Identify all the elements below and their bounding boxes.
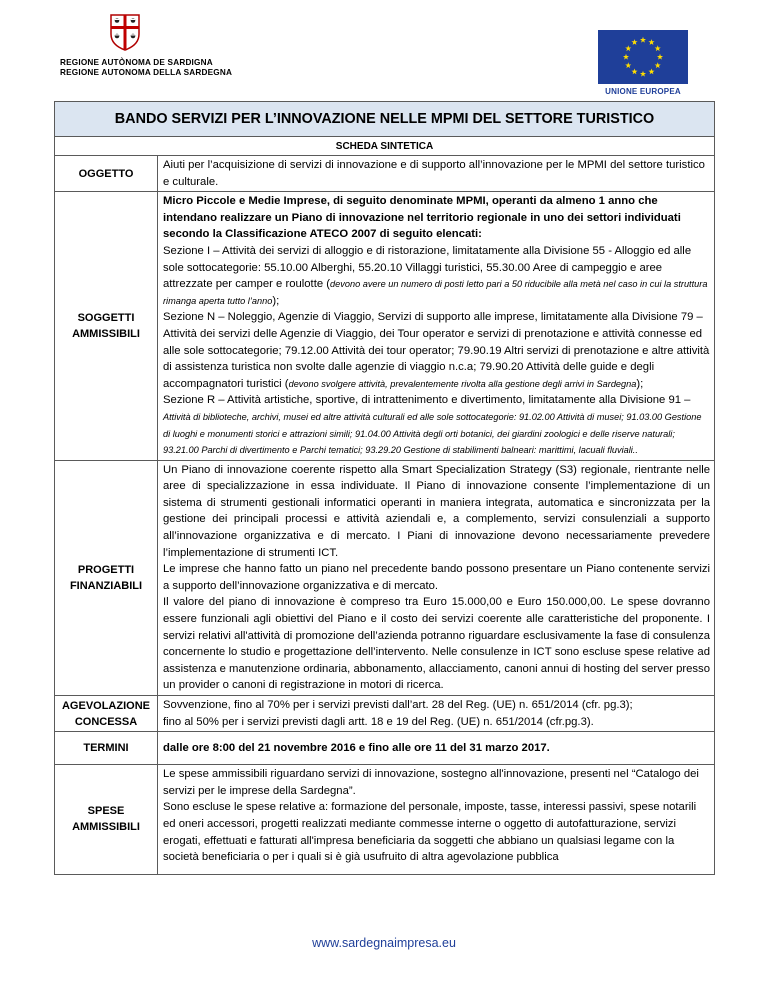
footer-url[interactable]: www.sardegnaimpresa.eu (312, 936, 456, 950)
soggetti-sezione-i (163, 243, 710, 309)
sezione-i-note: devono avere un numero di posti letto pari a 50 riducibile alla metà nel caso in cui la struttura rimanga aperta tutto l’anno (163, 279, 708, 306)
label-spese-line1: SPESE (87, 805, 125, 818)
label-agevolazione-line2: CONCESSA (74, 715, 138, 728)
soggetti-sezione-r (163, 392, 710, 458)
soggetti-intro: Micro Piccole e Medie Imprese, di seguito denominate MPMI, operanti da almeno 1 anno che intendano realizzare un Piano di innovazione nel territorio regionale in uno dei settori individuati secondo la Classificazione ATECO 2007 di seguito elencati: (163, 195, 681, 241)
logo-left-line2: REGIONE AUTONOMA DELLA SARDEGNA (60, 68, 233, 77)
label-agevolazione (55, 696, 158, 732)
content-progetti (158, 460, 715, 695)
label-agevolazione-line1: AGEVOLAZIONE (61, 699, 150, 712)
soggetti-sezione-n (163, 309, 710, 392)
progetti-paragraph-2: Le imprese che hanno fatto un piano nel precedente bando possono presentare un Piano contenente servizi a supporto dell’innovazione organizzativa e di mercato. (163, 563, 710, 592)
sezione-r-text: Sezione R – Attività artistiche, sportive, di intrattenimento e divertimento, limitatamente alla Divisione 91 – (163, 394, 691, 407)
row-agevolazione (55, 696, 715, 732)
sezione-n-note: devono svolgere attività, prevalentemente rivolta alla gestione degli arrivi in Sardegna (288, 378, 637, 389)
label-soggetti-line1: SOGGETTI (77, 311, 135, 324)
label-oggetto: OGGETTO (55, 156, 158, 192)
row-oggetto (55, 156, 715, 192)
document-subtitle: SCHEDA SINTETICA (55, 137, 715, 156)
sezione-r-note: Attività di biblioteche, archivi, musei ed altre attività culturali ed alle sole sottocategorie: 91.02.00 Attività di musei; 91.03.00 Gestione di luoghi e monumenti storici e attrazioni simili; 91.04.00 Attività degli orti botanici, dei giardini zoologici e delle riserve naturali; 93.21.00 Parchi di divertimento e Parchi tematici; 93.29.20 Gestione di stabilimenti balneari: marittimi, lacuali fluviali.. (163, 411, 702, 456)
sezione-n-text: Sezione N – Noleggio, Agenzie di Viaggio, Servizi di supporto alle imprese, limitatamente alla Divisione 79 – Attività dei servizi delle Agenzie di Viaggio, dei Tour operator e servizi di prenotazione e attività connesse ed alle sole sottocategorie; 79.12.00 Attività dei tour operator; 79.90.19 Altri servizi di prenotazione e altre attività di assistenza turistica non svolte dalle agenzie di viaggio n.c.a; 79.90.20 Attività delle guide e degli accompagnatori turistici ( (163, 311, 710, 390)
label-progetti-line1: PROGETTI (77, 563, 135, 576)
sezione-i-text: Sezione I – Attività dei servizi di alloggio e di ristorazione, limitatamente alla Divisione 55 - Alloggio ed alle sole sottocategorie: 55.10.00 Alberghi, 55.20.10 Villaggi turistici, 55.30.00 Aree di campeggio e aree attrezzate per camper e roulotte ( (163, 244, 692, 291)
unione-europea-logo (598, 30, 688, 96)
label-spese (55, 765, 158, 875)
label-progetti (55, 460, 158, 695)
logo-left-line1: REGIONE AUTÒNOMA DE SARDIGNA (60, 58, 213, 67)
eu-flag-icon (598, 30, 688, 84)
agevolazione-line-1: Sovvenzione, fino al 70% per i servizi previsti dall’art. 28 del Reg. (UE) n. 651/2014 (cfr. pg.3); (163, 699, 633, 711)
label-termini: TERMINI (55, 732, 158, 765)
content-oggetto: Aiuti per l’acquisizione di servizi di innovazione e di supporto all’innovazione per le MPMI del settore turistico e culturale. (158, 156, 715, 192)
label-soggetti-line2: AMMISSIBILI (72, 327, 140, 340)
logo-right-label: UNIONE EUROPEA (605, 87, 681, 96)
document-title: BANDO SERVIZI PER L’INNOVAZIONE NELLE MPMI DEL SETTORE TURISTICO (55, 102, 715, 137)
progetti-paragraph-3: Il valore del piano di innovazione è compreso tra Euro 15.000,00 e Euro 150.000,00. Le spese dovranno essere funzionali agli obiettivi del Piano e il costo dei servizi coerente alle caratteristiche del proponente. I servizi relativi all'attività di promozione dell’azienda potranno riguardare esclusivamente la fase di consulenza concernente lo studio e progettazione dell’intervento. Nelle consulenze in ICT sono escluse spese relative ad assistenza e manutenzione ordinaria, abbonamento, allacciamento, canoni annui di hosting del server presso un provider o canoni di registrazione in motori di ricerca. (163, 596, 710, 692)
regione-sardegna-logo (60, 12, 233, 78)
progetti-paragraph-1: Un Piano di innovazione coerente rispetto alla Smart Specialization Strategy (S3) regionale, rientrante nelle aree di specializzazione in essa individuate. Il Piano di innovazione consente l’implementazione di un sistema di strumenti gestionali informatici operanti in maniera integrata, automatica e sincronizzata per la gestione dei principali processi e attività aziendali e, a complemento, servizi consulenziali a supporto all’innovazione organizzativa e di mercato. I Piani di innovazione devono necessariamente prevedere l’implementazione di strumenti ICT. (163, 463, 710, 559)
label-progetti-line2: FINANZIABILI (69, 579, 143, 592)
sezione-n-end: ); (636, 377, 644, 390)
row-soggetti (55, 192, 715, 461)
sezione-i-end: ); (272, 294, 280, 307)
content-termini: dalle ore 8:00 del 21 novembre 2016 e fino alle ore 11 del 31 marzo 2017. (158, 732, 715, 765)
page-header (0, 0, 768, 100)
row-progetti (55, 460, 715, 695)
content-agevolazione (158, 696, 715, 732)
label-soggetti (55, 192, 158, 461)
content-soggetti (158, 192, 715, 461)
row-termini (55, 732, 715, 765)
content-spese (158, 765, 715, 875)
agevolazione-line-2: fino al 50% per i servizi previsti dagli artt. 18 e 19 del Reg. (UE) n. 651/2014 (cfr.pg.3). (163, 715, 594, 728)
spese-paragraph-1: Le spese ammissibili riguardano servizi di innovazione, sostegno all'innovazione, presenti nel “Catalogo dei servizi per le imprese della Sardegna”. (163, 768, 699, 797)
scheda-table (54, 101, 715, 875)
label-spese-line2: AMMISSIBILI (72, 821, 140, 834)
row-spese (55, 765, 715, 875)
spese-paragraph-2: Sono escluse le spese relative a: formazione del personale, imposte, tasse, interessi passivi, spese notarili ed oneri accessori, progetti realizzati mediante commesse interne o oggetto di autofatturazione, servizi erogati, effettuati e fatturati all'impresa beneficiaria da soggetti che abbiano un qualsiasi legame con la società beneficiaria o per i quali si è già usufruito di altra agevolazione pubblica (163, 801, 697, 864)
sardinia-coat-of-arms-icon (108, 12, 142, 52)
